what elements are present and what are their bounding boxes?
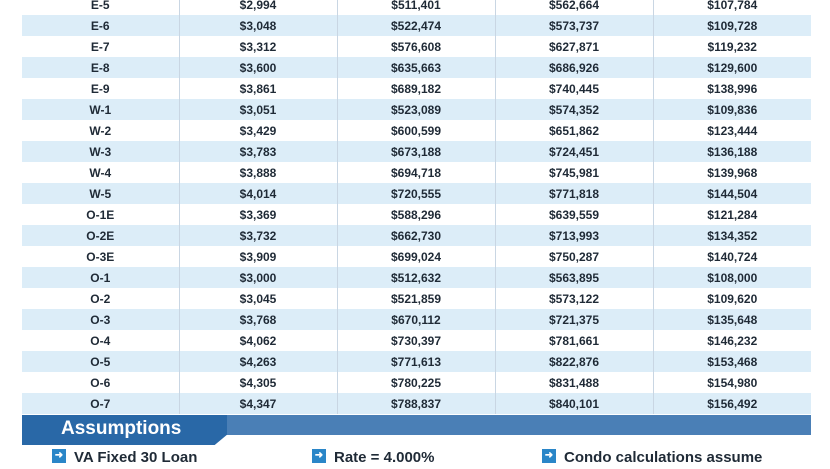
value-cell-c: $119,232	[653, 36, 811, 57]
table-row	[22, 78, 811, 99]
table-row	[22, 204, 811, 225]
value-cell-b: $840,101	[495, 393, 653, 414]
value-cell-a: $635,663	[337, 57, 495, 78]
table-row	[22, 141, 811, 162]
value-cell-c: $109,728	[653, 15, 811, 36]
monthly-amount-cell: $3,783	[179, 141, 337, 162]
pay-grade-cell: O-6	[22, 372, 179, 393]
monthly-amount-cell: $3,861	[179, 78, 337, 99]
value-cell-a: $694,718	[337, 162, 495, 183]
value-cell-c: $109,836	[653, 99, 811, 120]
table-row	[22, 162, 811, 183]
value-cell-c: $123,444	[653, 120, 811, 141]
table-row	[22, 225, 811, 246]
monthly-amount-cell: $3,051	[179, 99, 337, 120]
value-cell-b: $573,737	[495, 15, 653, 36]
value-cell-b: $721,375	[495, 309, 653, 330]
value-cell-b: $724,451	[495, 141, 653, 162]
value-cell-b: $822,876	[495, 351, 653, 372]
monthly-amount-cell: $3,429	[179, 120, 337, 141]
arrow-right-icon: ➜	[542, 449, 556, 463]
value-cell-b: $713,993	[495, 225, 653, 246]
value-cell-a: $780,225	[337, 372, 495, 393]
value-cell-c: $153,468	[653, 351, 811, 372]
assumption-item-loan	[52, 449, 197, 469]
pay-grade-table	[22, 0, 811, 414]
value-cell-c: $144,504	[653, 183, 811, 204]
pay-grade-cell: O-4	[22, 330, 179, 351]
value-cell-c: $140,724	[653, 246, 811, 267]
table-body	[22, 0, 811, 414]
monthly-amount-cell: $3,312	[179, 36, 337, 57]
value-cell-a: $588,296	[337, 204, 495, 225]
assumptions-title: Assumptions	[61, 418, 182, 439]
pay-grade-cell: O-1E	[22, 204, 179, 225]
value-cell-a: $771,613	[337, 351, 495, 372]
value-cell-a: $670,112	[337, 309, 495, 330]
value-cell-a: $699,024	[337, 246, 495, 267]
value-cell-b: $563,895	[495, 267, 653, 288]
value-cell-b: $781,661	[495, 330, 653, 351]
value-cell-c: $146,232	[653, 330, 811, 351]
monthly-amount-cell: $3,600	[179, 57, 337, 78]
value-cell-a: $673,188	[337, 141, 495, 162]
value-cell-b: $831,488	[495, 372, 653, 393]
value-cell-a: $522,474	[337, 15, 495, 36]
pay-grade-cell: E-5	[22, 0, 179, 15]
monthly-amount-cell: $4,347	[179, 393, 337, 414]
pay-grade-cell: W-3	[22, 141, 179, 162]
pay-grade-cell: E-8	[22, 57, 179, 78]
table-row	[22, 246, 811, 267]
value-cell-c: $108,000	[653, 267, 811, 288]
value-cell-a: $576,608	[337, 36, 495, 57]
value-cell-c: $129,600	[653, 57, 811, 78]
monthly-amount-cell: $3,369	[179, 204, 337, 225]
pay-grade-cell: E-6	[22, 15, 179, 36]
value-cell-c: $109,620	[653, 288, 811, 309]
table-row	[22, 309, 811, 330]
value-cell-c: $107,784	[653, 0, 811, 15]
value-cell-b: $639,559	[495, 204, 653, 225]
table-row	[22, 267, 811, 288]
monthly-amount-cell: $4,305	[179, 372, 337, 393]
pay-grade-cell: O-5	[22, 351, 179, 372]
table-row	[22, 183, 811, 204]
value-cell-a: $512,632	[337, 267, 495, 288]
pay-grade-cell: O-2	[22, 288, 179, 309]
value-cell-b: $562,664	[495, 0, 653, 15]
monthly-amount-cell: $3,768	[179, 309, 337, 330]
pay-grade-cell: W-4	[22, 162, 179, 183]
monthly-amount-cell: $3,732	[179, 225, 337, 246]
value-cell-a: $720,555	[337, 183, 495, 204]
assumption-item-rate	[312, 449, 434, 469]
value-cell-b: $740,445	[495, 78, 653, 99]
value-cell-a: $662,730	[337, 225, 495, 246]
monthly-amount-cell: $4,062	[179, 330, 337, 351]
table-row	[22, 15, 811, 36]
value-cell-c: $136,188	[653, 141, 811, 162]
pay-grade-cell: O-3	[22, 309, 179, 330]
pay-grade-cell: E-7	[22, 36, 179, 57]
monthly-amount-cell: $2,994	[179, 0, 337, 15]
table-row	[22, 120, 811, 141]
pay-grade-cell: O-3E	[22, 246, 179, 267]
pay-grade-cell: E-9	[22, 78, 179, 99]
pay-grade-cell: O-1	[22, 267, 179, 288]
table-row	[22, 57, 811, 78]
value-cell-c: $138,996	[653, 78, 811, 99]
value-cell-b: $651,862	[495, 120, 653, 141]
table-row	[22, 99, 811, 120]
value-cell-b: $771,818	[495, 183, 653, 204]
assumption-text: VA Fixed 30 Loan	[74, 449, 198, 466]
value-cell-c: $154,980	[653, 372, 811, 393]
monthly-amount-cell: $3,045	[179, 288, 337, 309]
table-row	[22, 36, 811, 57]
monthly-amount-cell: $3,048	[179, 15, 337, 36]
pay-grade-cell: W-5	[22, 183, 179, 204]
value-cell-c: $139,968	[653, 162, 811, 183]
assumption-text: Condo calculations assume	[564, 449, 763, 466]
value-cell-b: $627,871	[495, 36, 653, 57]
monthly-amount-cell: $4,263	[179, 351, 337, 372]
table-row	[22, 288, 811, 309]
monthly-amount-cell: $3,888	[179, 162, 337, 183]
arrow-right-icon: ➜	[312, 449, 326, 463]
monthly-amount-cell: $3,909	[179, 246, 337, 267]
value-cell-a: $523,089	[337, 99, 495, 120]
value-cell-b: $750,287	[495, 246, 653, 267]
value-cell-c: $135,648	[653, 309, 811, 330]
value-cell-b: $573,122	[495, 288, 653, 309]
table-row	[22, 393, 811, 414]
pay-grade-cell: W-1	[22, 99, 179, 120]
value-cell-b: $574,352	[495, 99, 653, 120]
value-cell-a: $511,401	[337, 0, 495, 15]
table-row	[22, 330, 811, 351]
pay-grade-cell: O-2E	[22, 225, 179, 246]
value-cell-b: $745,981	[495, 162, 653, 183]
assumption-item-condo	[542, 449, 762, 469]
table-row	[22, 351, 811, 372]
value-cell-a: $730,397	[337, 330, 495, 351]
assumption-text: Rate = 4.000%	[334, 449, 435, 466]
table-row	[22, 0, 811, 15]
value-cell-a: $689,182	[337, 78, 495, 99]
value-cell-b: $686,926	[495, 57, 653, 78]
value-cell-a: $521,859	[337, 288, 495, 309]
pay-grade-cell: W-2	[22, 120, 179, 141]
value-cell-a: $600,599	[337, 120, 495, 141]
monthly-amount-cell: $3,000	[179, 267, 337, 288]
arrow-right-icon: ➜	[52, 449, 66, 463]
value-cell-c: $134,352	[653, 225, 811, 246]
table-row	[22, 372, 811, 393]
value-cell-c: $121,284	[653, 204, 811, 225]
pay-grade-cell: O-7	[22, 393, 179, 414]
value-cell-a: $788,837	[337, 393, 495, 414]
monthly-amount-cell: $4,014	[179, 183, 337, 204]
value-cell-c: $156,492	[653, 393, 811, 414]
